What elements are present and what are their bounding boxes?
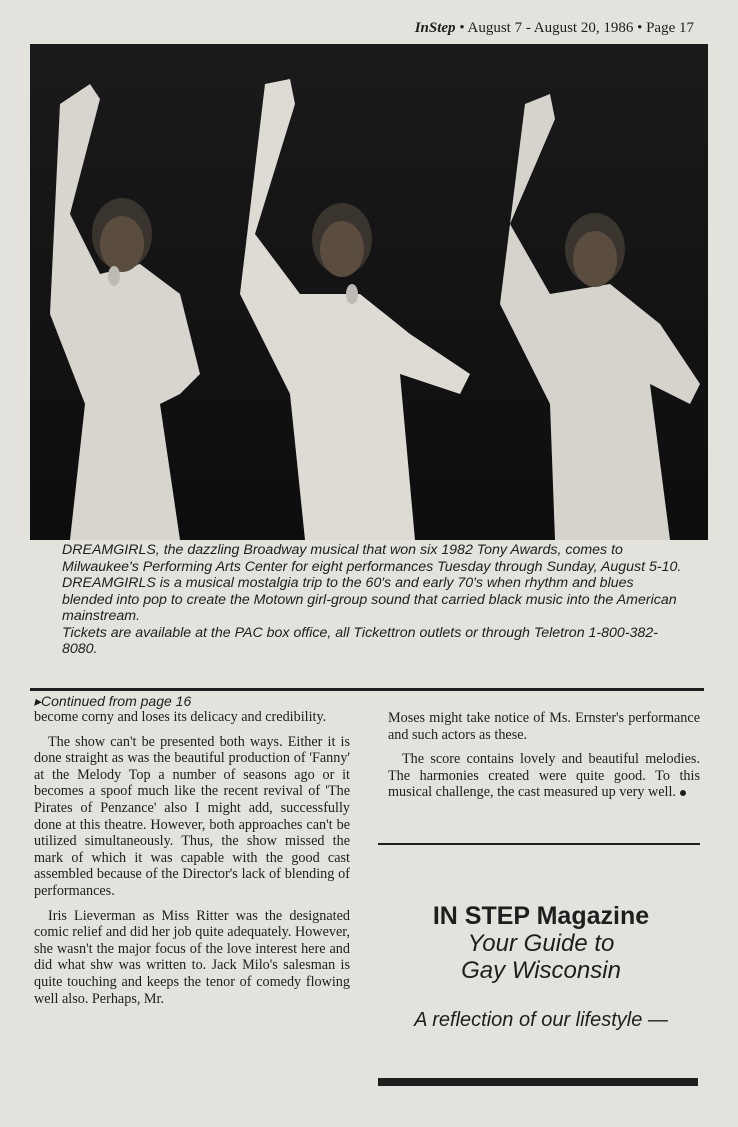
issue-dates: • August 7 - August 20, 1986 • Page 17: [459, 20, 694, 36]
caption-line-2: DREAMGIRLS is a musical mostalgia trip to the 60's and early 70's when rhythm and blues blended into pop to create the Motown girl-group sound that carried black music into the American mainstream.: [62, 575, 677, 624]
paragraph: Iris Lieverman as Miss Ritter was the designated comic relief and did her job quite adequately. However, she wasn't the major focus of the love interest here and did what shw was written to. Jack Milo's salesman is quite touching and keeps the tenor of comedy flowing well also. Perhaps, Mr.: [34, 907, 350, 1007]
ad-subtitle: Your Guide to: [467, 930, 615, 957]
ad-divider: [378, 843, 700, 845]
end-mark-icon: [680, 790, 686, 796]
paragraph: The show can't be presented both ways. Either it is done straight as was the beautiful production of 'Fanny' at the Melody Top a number of seasons ago or it becomes a spoof much like the recent revival of 'The Pirates of Penzance' also I might add, successfully done at this theatre. However, both approaches can't be utilized simultaneously. Thus, the show missed the mark of which it was capable with the good cast assembled because of the Director's lack of blending of performances.: [34, 733, 350, 899]
continued-note: ▸Continued from page 16: [34, 693, 192, 709]
ad-subtitle: Gay Wisconsin: [461, 957, 621, 984]
caption-line-3: Tickets are available at the PAC box office, all Tickettron outlets or through Teletron 1-800-382-8080.: [62, 624, 658, 657]
page-header: [415, 20, 694, 37]
paragraph: Moses might take notice of Ms. Ernster's performance and such actors as these.: [388, 710, 700, 743]
ad-title: IN STEP Magazine: [432, 902, 650, 930]
ad-bottom-bar: [378, 1078, 698, 1086]
advertisement: [376, 902, 706, 1032]
paragraph: The score contains lovely and beautiful melodies. The harmonies created were quite good. To this musical challenge, the cast measured up very well.: [388, 751, 700, 801]
performers-photo: [30, 44, 708, 540]
section-divider: [30, 688, 704, 691]
photo-illustration: [30, 44, 708, 540]
publication-name: InStep: [414, 20, 456, 36]
ad-tagline: A reflection of our lifestyle —: [414, 1009, 668, 1031]
caption-line-1: DREAMGIRLS, the dazzling Broadway musical that won six 1982 Tony Awards, comes to Milwaukee's Performing Arts Center for eight performances Tuesday through Sunday, August 5-10.: [62, 542, 682, 575]
photo-caption: [62, 542, 682, 658]
article-column-right: [388, 710, 700, 809]
article-column-left: [34, 693, 350, 1015]
paragraph: become corny and loses its delicacy and credibility.: [34, 709, 327, 725]
